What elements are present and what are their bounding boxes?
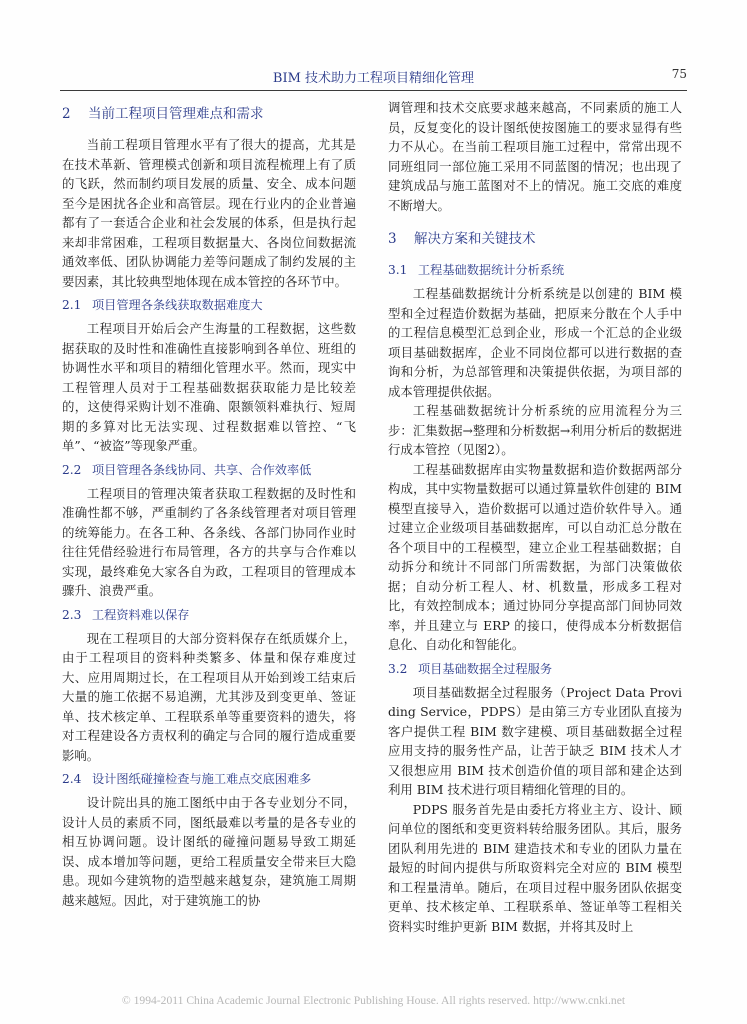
left-column <box>62 98 356 910</box>
subsection-number: 3.1 <box>388 263 408 277</box>
section-title: 解决方案和关键技术 <box>414 231 536 247</box>
paragraph: 项目基础数据全过程服务（Project Data Providing Service，PDPS）是由第三方专业团队直接为客户提供工程 BIM 数字建模、项目基础数据全过程应用支持的服务性产品，让苦于缺乏 BIM 技术人才又很想应用 BIM 技术创造价值的项目部和建企达到利用 BIM 技术进行项目精细化管理的目的。 <box>388 684 682 797</box>
running-header <box>60 64 687 91</box>
subsection-heading-3-2 <box>388 659 682 679</box>
paragraph: 设计院出具的施工图纸中由于各专业划分不同，设计人员的素质不同，图纸最难以考量的是各专业的相互协调问题。设计图纸的碰撞问题易导致工期延误、成本增加等问题，更给工程质量安全带来巨大隐患。现如今建筑物的造型越来越复杂，建筑施工周期越来越短。因此，对于建筑施工的协 <box>62 795 356 908</box>
paragraph: 当前工程项目管理水平有了很大的提高，尤其是在技术革新、管理模式创新和项目流程梳理上有了质的飞跃，然而制约项目发展的质量、安全、成本问题至今是困扰各企业和高管层。现在行业内的企业普遍都有了一套适合企业和社会发展的体系，但是执行起来却非常困难，工程项目数据量大、各岗位间数据流通效率低、团队协调能力差等问题成了制约发展的主要因素，其比较典型地体现在成本管控的各环节中。 <box>62 137 356 289</box>
subsection-number: 2.1 <box>62 298 82 312</box>
subsection-heading-2-4 <box>62 769 356 789</box>
section-heading-2 <box>62 104 356 124</box>
paragraph: PDPS 服务首先是由委托方将业主方、设计、顾问单位的图纸和变更资料转给服务团队。其后，服务团队利用先进的 BIM 建造技术和专业的团队力量在最短的时间内提供与所取资料完全对应的 BIM 模型和工程量清单。随后，在项目过程中服务团队依据变更单、技术核定单、工程联系单、签证单等工程相关资料实时维护更新 BIM 数据，并将其及时上 <box>388 801 682 934</box>
page-number: 75 <box>671 67 687 81</box>
subsection-number: 2.2 <box>62 462 82 477</box>
paragraph: 工程基础数据库由实物量数据和造价数据两部分构成，其中实物量数据可以通过算量软件创建的 BIM 模型直接导入，造价数据可以通过造价软件导入。通过建立企业级项目基础数据库，可以自动汇总分散在各个项目中的工程模型，建立企业工程基础数据；自动拆分和统计不同部门所需数据，为部门决策做依据；自动分析工程人、材、机数量，形成多工程对比，有效控制成本；通过协同分享提高部门间协同效率，并且建立与 ERP 的接口，使得成本分析数据信息化、自动化和智能化。 <box>388 461 682 652</box>
section-number: 2 <box>62 106 71 122</box>
section-title: 当前工程项目管理难点和需求 <box>88 106 264 122</box>
subsection-title: 工程基础数据统计分析系统 <box>418 263 565 277</box>
subsection-title: 项目基础数据全过程服务 <box>418 661 553 676</box>
paragraph: 工程项目开始后会产生海量的工程数据，这些数据获取的及时性和准确性直接影响到各单位、班组的协调性水平和项目的精细化管理水平。然而，现实中工程管理人员对于工程基础数据获取能力是比较差的，这使得采购计划不准确、限额领料难执行、短周期的多算对比无法实现、过程数据难以管控、“飞单”、“被盗”等现象严重。 <box>62 321 356 453</box>
copyright-footer: © 1994-2011 China Academic Journal Electronic Publishing House. All rights reserved. http://www.cnki.net <box>121 994 626 1007</box>
subsection-heading-3-1 <box>388 260 682 280</box>
section-heading-3 <box>388 229 682 249</box>
subsection-title: 工程资料难以保存 <box>92 607 190 622</box>
paragraph: 工程基础数据统计分析系统是以创建的 BIM 模型和全过程造价数据为基础，把原来分散在个人手中的工程信息模型汇总到企业，形成一个汇总的企业级项目基础数据库，企业不同岗位都可以进行数据的查询和分析，为总部管理和决策提供依据，为项目部的成本管理提供依据。 <box>388 286 682 399</box>
subsection-title: 设计图纸碰撞检查与施工难点交底困难多 <box>92 772 312 786</box>
subsection-number: 2.4 <box>62 772 82 786</box>
right-column <box>388 98 682 936</box>
paragraph-continued: 调管理和技术交底要求越来越高，不同素质的施工人员，反复变化的设计图纸使按图施工的要求显得有些力不从心。在当前工程项目施工过程中，常常出现不同班组同一部位施工采用不同蓝图的情况；也出现了建筑成品与施工蓝图对不上的情况。施工交底的难度不断增大。 <box>388 100 682 213</box>
subsection-heading-2-1 <box>62 295 356 315</box>
paragraph: 工程基础数据统计分析系统的应用流程分为三步：汇集数据→整理和分析数据→利用分析后的数据进行成本管控（见图2）。 <box>388 403 682 457</box>
subsection-title: 项目管理各条线获取数据难度大 <box>92 298 263 312</box>
subsection-heading-2-2 <box>62 460 356 480</box>
subsection-number: 3.2 <box>388 661 408 676</box>
subsection-number: 2.3 <box>62 607 82 622</box>
paragraph: 现在工程项目的大部分资料保存在纸质媒介上，由于工程项目的资料种类繁多、体量和保存难度过大、应用周期过长，在工程项目从开始到竣工结束后大量的施工依据不易追溯，尤其涉及到变更单、签证单、技术核定单、工程联系单等重要资料的遗失，将对工程建设各方责权利的确定与合同的履行造成重要影响。 <box>62 630 356 763</box>
section-number: 3 <box>388 231 397 247</box>
journal-article-title: BIM 技术助力工程项目精细化管理 <box>272 71 475 86</box>
subsection-heading-2-3 <box>62 605 356 625</box>
subsection-title: 项目管理各条线协同、共享、合作效率低 <box>92 462 312 477</box>
paragraph: 工程项目的管理决策者获取工程数据的及时性和准确性都不够，严重制约了各条线管理者对项目管理的统筹能力。在各工种、各条线、各部门协同作业时往往凭借经验进行布局管理，各方的共享与合作难以实现，最终难免大家各自为政，工程项目的管理成本骤升、浪费严重。 <box>62 485 356 598</box>
